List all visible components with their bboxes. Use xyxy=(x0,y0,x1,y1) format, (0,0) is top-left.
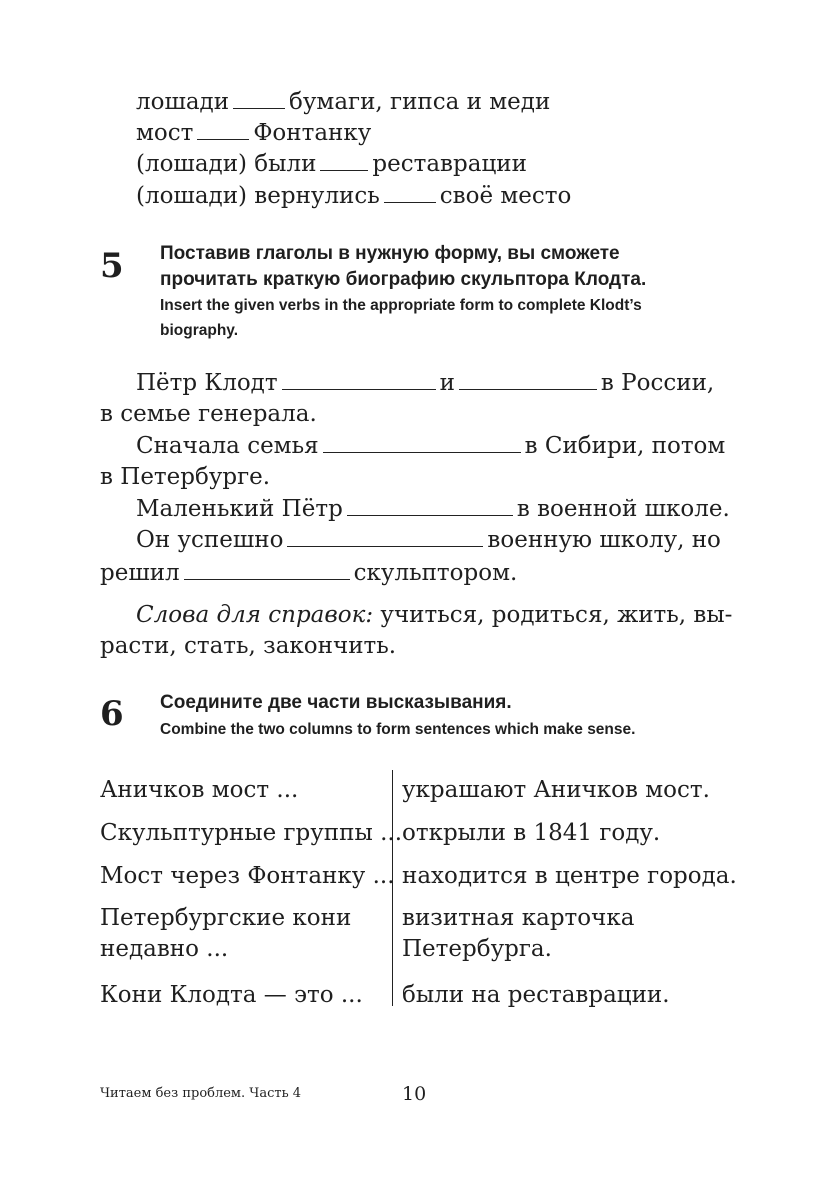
task5-sentence-3: Маленький Пётр в военной школе. xyxy=(136,496,730,522)
answer-blank[interactable] xyxy=(282,369,436,390)
left-column-item: Скульптурные группы ... xyxy=(100,820,403,846)
task5-sentence-4-cont: решил скульптором. xyxy=(100,560,518,586)
reference-words-cont: расти, стать, закончить. xyxy=(100,633,397,659)
answer-blank[interactable] xyxy=(287,526,483,547)
answer-blank[interactable] xyxy=(459,369,597,390)
task6-instruction-ru: Соедините две части высказывания. xyxy=(160,692,512,713)
task5-sentence-4: Он успешно военную школу, но xyxy=(136,527,721,553)
right-column-item: были на реставрации. xyxy=(402,982,670,1008)
right-column-item: открыли в 1841 году. xyxy=(402,820,661,846)
left-column-item: Аничков мост ... xyxy=(100,777,299,803)
answer-blank[interactable] xyxy=(233,88,285,109)
answer-blank[interactable] xyxy=(320,150,368,171)
answer-blank[interactable] xyxy=(184,559,350,580)
task-number-6: 6 xyxy=(100,694,124,734)
answer-blank[interactable] xyxy=(347,495,513,516)
task5-sentence-1: Пётр Клодт и в России, xyxy=(136,370,715,396)
task6-instruction-en: Combine the two columns to form sentences which make sense. xyxy=(160,721,636,738)
task5-instruction-ru: Поставив глаголы в нужную форму, вы сможете прочитать краткую биографию скульптора Клодта. xyxy=(160,243,647,290)
answer-blank[interactable] xyxy=(384,182,436,203)
task4-line-1: лошади бумаги, гипса и меди xyxy=(136,89,551,115)
right-column-item: украшают Аничков мост. xyxy=(402,777,710,803)
page-number: 10 xyxy=(402,1083,427,1105)
right-column-item: визитная карточка xyxy=(402,905,635,931)
task4-line-2: мост Фонтанку xyxy=(136,120,372,146)
task5-sentence-1-cont: в семье генерала. xyxy=(100,401,317,427)
answer-blank[interactable] xyxy=(197,119,249,140)
left-column-item: Мост через Фонтанку ... xyxy=(100,863,395,889)
task4-line-3: (лошади) были реставрации xyxy=(136,151,527,177)
left-column-item: Петербургские кони xyxy=(100,905,352,931)
footer-book-title: Читаем без проблем. Часть 4 xyxy=(100,1086,302,1101)
task-number-5: 5 xyxy=(100,246,124,286)
task4-line-4: (лошади) вернулись своё место xyxy=(136,183,572,209)
reference-label: Слова для справок: xyxy=(136,602,374,628)
reference-words: Слова для справок: учиться, родиться, жить, вы- xyxy=(136,602,733,628)
right-column-item: Петербурга. xyxy=(402,936,552,962)
task5-sentence-2-cont: в Петербурге. xyxy=(100,464,271,490)
task5-sentence-2: Сначала семья в Сибири, потом xyxy=(136,433,726,459)
task5-instruction-en: Insert the given verbs in the appropriate form to complete Klodt’s biography. xyxy=(160,297,642,339)
answer-blank[interactable] xyxy=(323,432,521,453)
left-column-item: недавно ... xyxy=(100,936,229,962)
left-column-item: Кони Клодта — это ... xyxy=(100,982,363,1008)
right-column-item: находится в центре города. xyxy=(402,863,737,889)
